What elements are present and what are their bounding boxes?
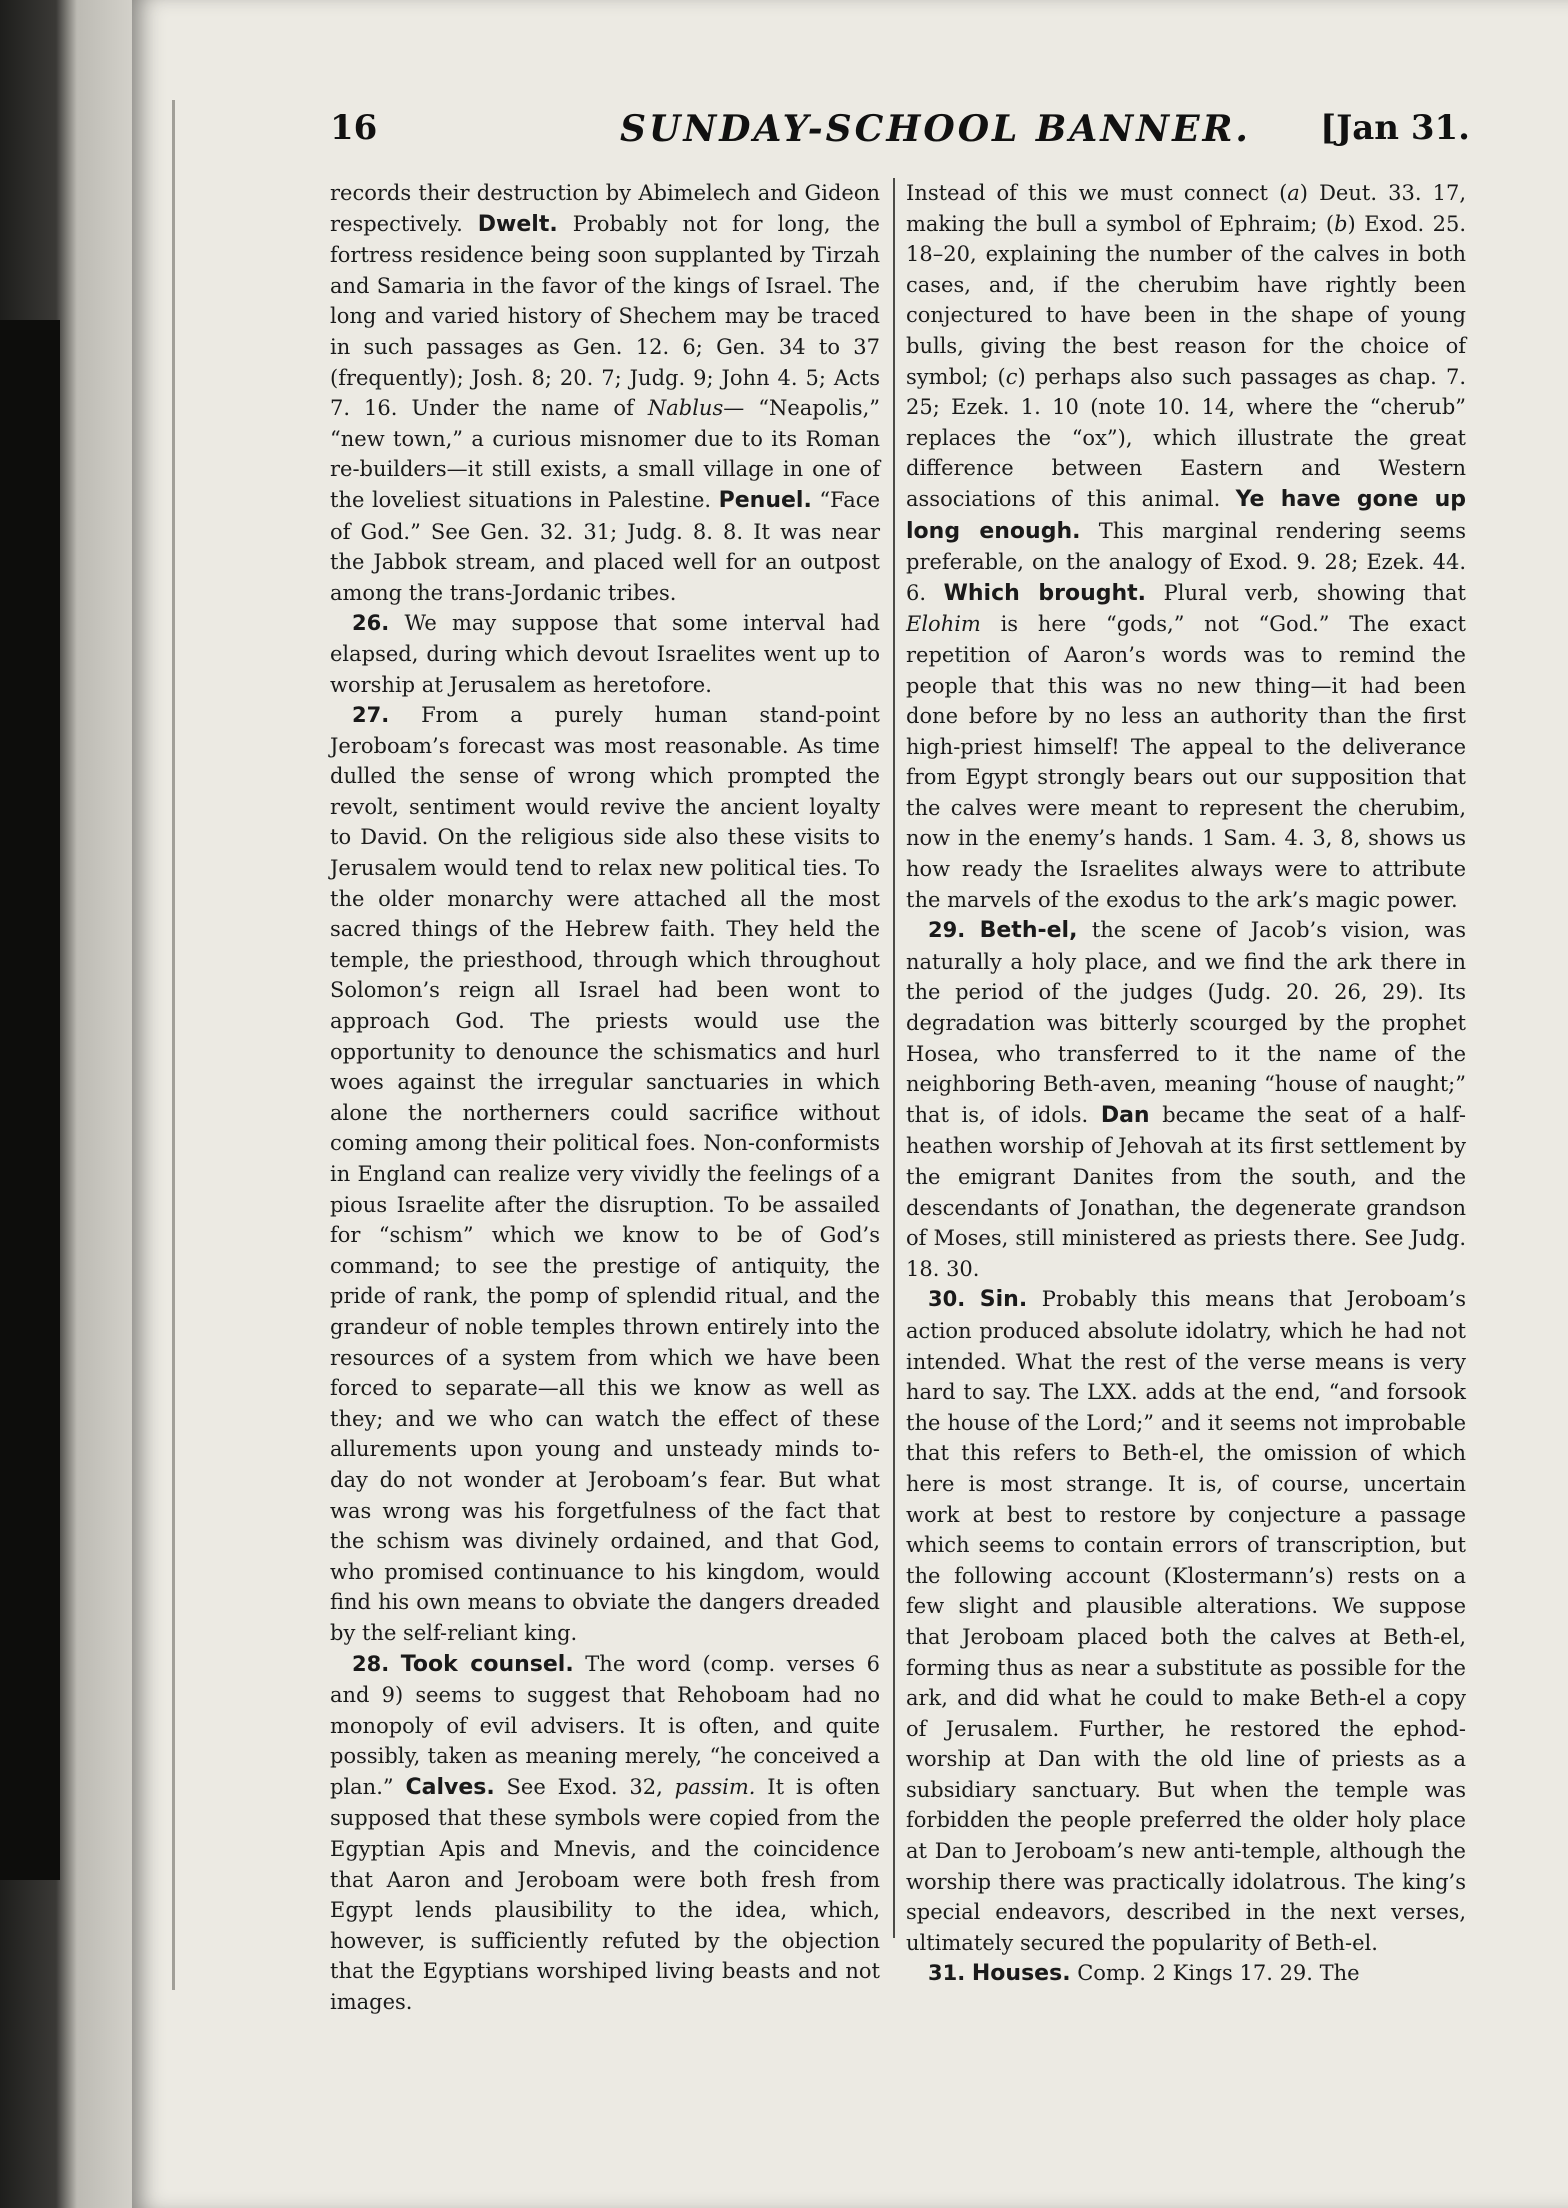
paragraph-p3 [330,700,880,1648]
column-divider [893,178,895,1938]
text-run: Comp. 2 Kings 17. 29. The [1070,1961,1360,1986]
paragraph-p7 [906,1284,1466,1958]
verse-number: 30. [928,1287,966,1312]
verse-number: 29. [928,918,966,943]
text-run: Probably this means that Jeroboam’s action produced absolute idolatry, which he had not intended. What the rest of the verse means is very hard to say. The LXX. adds at the end, “and forsook the house of the Lord;” and it seems not improbable that this refers to Beth-el, the omission of which here is most strange. It is, of course, uncertain work at best to restore by conjecture a passage which seems to contain errors of transcription, but the following account (Klostermann’s) rests on a few slight and plausible alterations. We suppose that Jeroboam placed both the calves at Beth-el, forming thus as near a substitute as possible for the ark, and did what he could to make Beth-el a copy of Jerusalem. Further, he restored the ephod-worship at Dan with the old line of priests as a subsidiary sanctuary. But when the temple was forbidden the people preferred the older holy place at Dan to Jeroboam’s new anti-temple, although the worship there was practically idolatrous. The king’s special endeavors, described in the next verses, ultimately secured the popularity of Beth-el. [906,1287,1466,1955]
bold-term: Dwelt. [477,211,558,237]
text-run [965,1287,980,1311]
verse-number: 26. [352,611,390,636]
bold-term: Sin. [979,1287,1028,1313]
text-run: Instead of this we must connect ( [906,181,1288,205]
issue-date: [Jan 31. [1320,108,1470,148]
bold-term: Calves. [405,1774,495,1800]
paragraph-p1 [330,178,880,608]
text-run: We may suppose that some interval had elapsed, during which devout Israelites went up to worship at Jerusalem as heretofore. [330,611,880,697]
right-column [906,178,1466,1990]
scan-left-edge [0,0,140,2208]
verse-number: 28. [352,1651,390,1676]
text-run: From a purely human stand-point Jeroboam’s forecast was most reasonable. As time dulled the sense of wrong which prompted the revolt, sentiment would revive the ancient loyalty to David. On the religious side also these visits to Jerusalem would tend to relax new political ties. To the older monarchy were attached all the most sacred things of the Hebrew faith. They held the temple, the priesthood, through which throughout Solomon’s reign all Israel had been wont to approach God. The priests would use the opportunity to denounce the schismatics and hurl woes against the irregular sanctuaries in which alone the northerners could sacrifice without coming among their political foes. Non-conformists in England can realize very vividly the feelings of a pious Israelite after the disruption. To be assailed for “schism” which we know to be of God’s command; to see the prestige of antiquity, the pride of rank, the pomp of splendid ritual, and the grandeur of noble temples thrown entirely into the resources of a system from which we have been forced to separate—all this we know as well as they; and we who can watch the effect of these allurements upon young and unsteady minds to-day do not wonder at Jeroboam’s fear. But what was wrong was his forgetfulness of the fact that the schism was divinely ordained, and that God, who promised continuance to his kingdom, would find his own means to obviate the dangers dreaded by the self-reliant king. [330,703,880,1645]
bold-term: Houses. [971,1961,1071,1987]
running-title: SUNDAY-SCHOOL BANNER. [620,108,1251,150]
italic-text: Nablus [647,396,724,421]
paragraph-p6 [906,915,1466,1284]
paragraph-p4 [330,1649,880,2018]
text-run [965,1961,972,1985]
italic-text: passim. [674,1774,756,1799]
running-header [330,108,1470,168]
italic-text: a [1287,181,1300,205]
italic-text: b [1334,211,1348,236]
text-run [389,1652,401,1676]
text-run: “Face of God.” See Gen. 32. 31; Judg. 8. 8. It was near the Jabbok stream, and placed well for an outpost among the trans-Jordanic tribes. [330,487,880,605]
text-run: ) Deut. 33. 17, making the bull a symbol of Ephraim; ( [906,181,1466,236]
text-run: This marginal rendering seems preferable, on the analogy of Exod. 9. 28; Ezek. 44. 6. [906,518,1466,605]
text-run: records their destruction by Abimelech and Gideon respectively. [330,181,880,236]
italic-text: c [1005,364,1018,389]
text-run: Probably not for long, the fortress residence being soon supplanted by Tirzah and Samaria in the favor of the kings of Israel. The long and varied history of Shechem may be traced in such passages as Gen. 12. 6; Gen. 34 to 37 (frequently); Josh. 8; 20. 7; Judg. 9; John 4. 5; Acts 7. 16. Under the name of [330,211,880,421]
text-run: See Exod. 32, [494,1774,675,1799]
bold-term: Took counsel. [400,1651,574,1677]
text-run: ) perhaps also such passages as chap. 7. 25; Ezek. 1. 10 (note 10. 14, where the “cherub” replaces the “ox”), which illustrate the great difference between Eastern and Western associations of this animal. [906,364,1466,511]
verse-number: 27. [352,703,390,728]
bold-term: Which brought. [943,580,1147,606]
bold-term: Dan [1100,1102,1150,1128]
bold-term: Beth-el, [979,918,1078,944]
text-run: The word (comp. verses 6 and 9) seems to suggest that Rehoboam had no monopoly of evil advisers. It is often, and quite possibly, taken as meaning merely, “he conceived a plan.” [330,1651,880,1799]
left-column [330,178,880,2018]
paragraph-p2 [330,608,880,700]
text-run: the scene of Jacob’s vision, was naturally a holy place, and we find the ark there in the period of the judges (Judg. 20. 26, 29). Its degradation was bitterly scourged by the prophet Hosea, who transferred to it the name of the neighboring Beth-aven, meaning “house of naught;” that is, of idols. [906,918,1466,1127]
scan-dark-strip [0,320,60,1880]
binding-line [172,100,175,1990]
verse-number: 31. [928,1961,966,1986]
page-number: 16 [330,108,378,148]
italic-text: Elohim [906,612,981,637]
text-run: is here “gods,” not “God.” The exact repetition of Aaron’s words was to remind the people that this was no new thing—it had been done before by no less an authority than the first high-priest himself! The appeal to the deliverance from Egypt strongly bears out our supposition that the calves were meant to represent the cherubim, now in the enemy’s hands. 1 Sam. 4. 3, 8, shows us how ready the Israelites always were to attribute the marvels of the exodus to the ark’s magic power. [906,612,1466,912]
text-run: Plural verb, showing that [1146,580,1466,605]
text-run: It is often supposed that these symbols were copied from the Egyptian Apis and Mnevis, and the coincidence that Aaron and Jeroboam were both fresh from Egypt lends plausibility to the idea, which, however, is sufficiently refuted by the objection that the Egyptians worshiped living beasts and not images. [330,1774,880,2015]
paragraph-p8 [906,1958,1466,1990]
text-run: became the seat of a half-heathen worship of Jehovah at its first settlement by the emigrant Danites from the south, and the descendants of Jonathan, the degenerate grandson of Moses, still ministered as priests there. See Judg. 18. 30. [906,1102,1466,1281]
bold-term: Penuel. [718,487,812,513]
bold-term: Ye have gone up long enough. [906,486,1466,544]
paragraph-p5 [906,178,1466,915]
text-run [965,918,979,942]
text-run: — “Neapolis,” “new town,” a curious misnomer due to its Roman re-builders—it still exists, a small village in one of the loveliest situations in Palestine. [330,396,880,512]
text-run: ) Exod. 25. 18–20, explaining the number of the calves in both cases, and, if the cherubim have rightly been conjectured to have been in the shape of young bulls, giving the best reason for the choice of symbol; ( [906,211,1467,389]
